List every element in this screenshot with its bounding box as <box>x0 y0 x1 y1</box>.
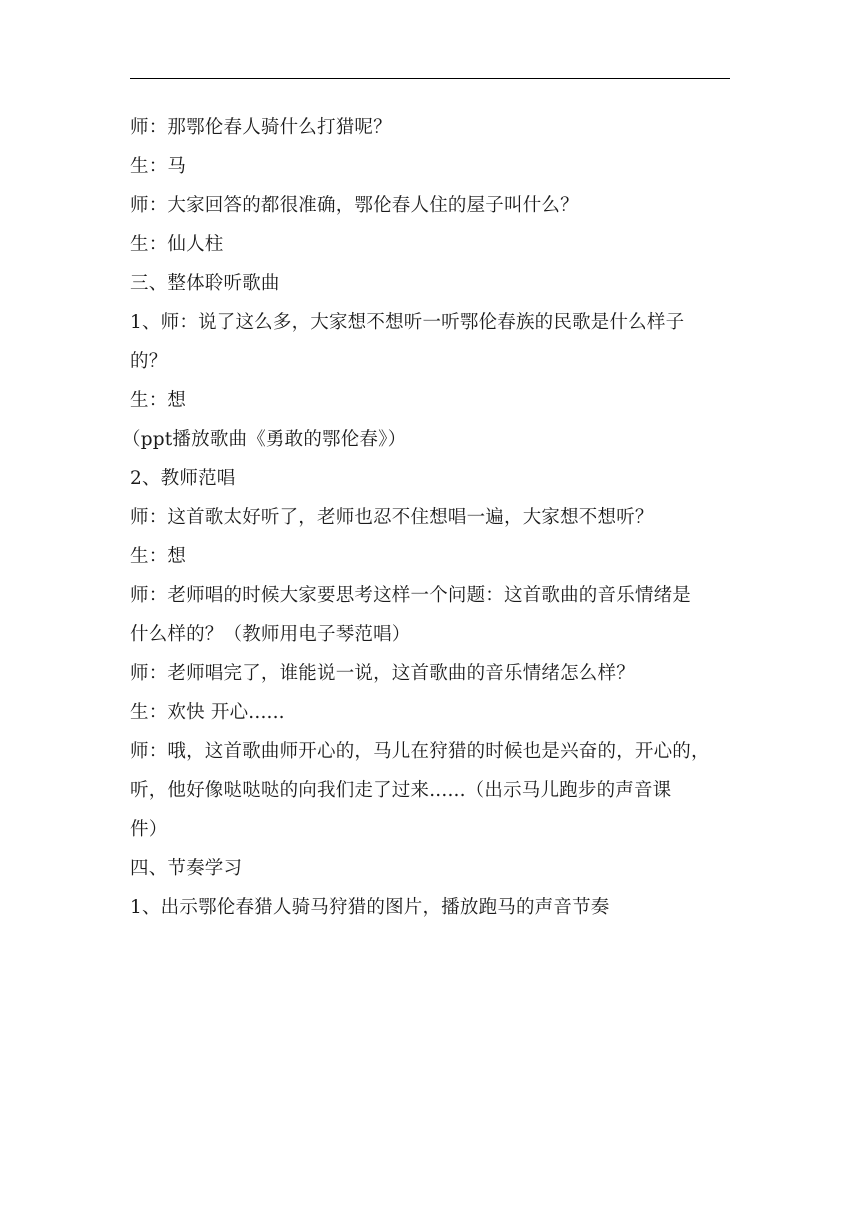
text-line: 听，他好像哒哒哒的向我们走了过来......（出示马儿跑步的声音课 <box>130 780 672 801</box>
subsection-heading: 2、教师范唱 <box>130 468 236 489</box>
text-line: 的？ <box>130 351 168 372</box>
text-line: （ppt播放歌曲《勇敢的鄂伦春》） <box>122 429 407 450</box>
text-line: 生：马 <box>130 156 187 177</box>
text-line: 师：老师唱的时候大家要思考这样一个问题：这首歌曲的音乐情绪是 <box>130 585 692 606</box>
text-line: 1、出示鄂伦春猎人骑马狩猎的图片，播放跑马的声音节奏 <box>130 897 610 918</box>
text-line: 生：仙人柱 <box>130 234 224 255</box>
header-rule <box>130 78 730 79</box>
text-line: 生：想 <box>130 390 187 411</box>
text-line: 生：想 <box>130 546 187 567</box>
text-line: 件） <box>130 819 168 840</box>
text-line: 师：老师唱完了，谁能说一说，这首歌曲的音乐情绪怎么样？ <box>130 663 635 684</box>
text-line: 生：欢快 开心...... <box>130 702 285 723</box>
text-line: 师：大家回答的都很准确，鄂伦春人住的屋子叫什么？ <box>130 195 579 216</box>
text-line: 什么样的？（教师用电子琴范唱） <box>130 624 411 645</box>
text-line: 师：哦，这首歌曲师开心的，马儿在狩猎的时候也是兴奋的，开心的， <box>130 741 710 762</box>
text-line: 师：这首歌太好听了，老师也忍不住想唱一遍，大家想不想听？ <box>130 507 654 528</box>
document-body <box>122 108 730 927</box>
section-heading: 四、节奏学习 <box>130 858 243 879</box>
text-line: 1、师：说了这么多，大家想不想听一听鄂伦春族的民歌是什么样子 <box>130 312 685 333</box>
text-line: 师：那鄂伦春人骑什么打猎呢？ <box>130 117 392 138</box>
section-heading: 三、整体聆听歌曲 <box>130 273 280 294</box>
